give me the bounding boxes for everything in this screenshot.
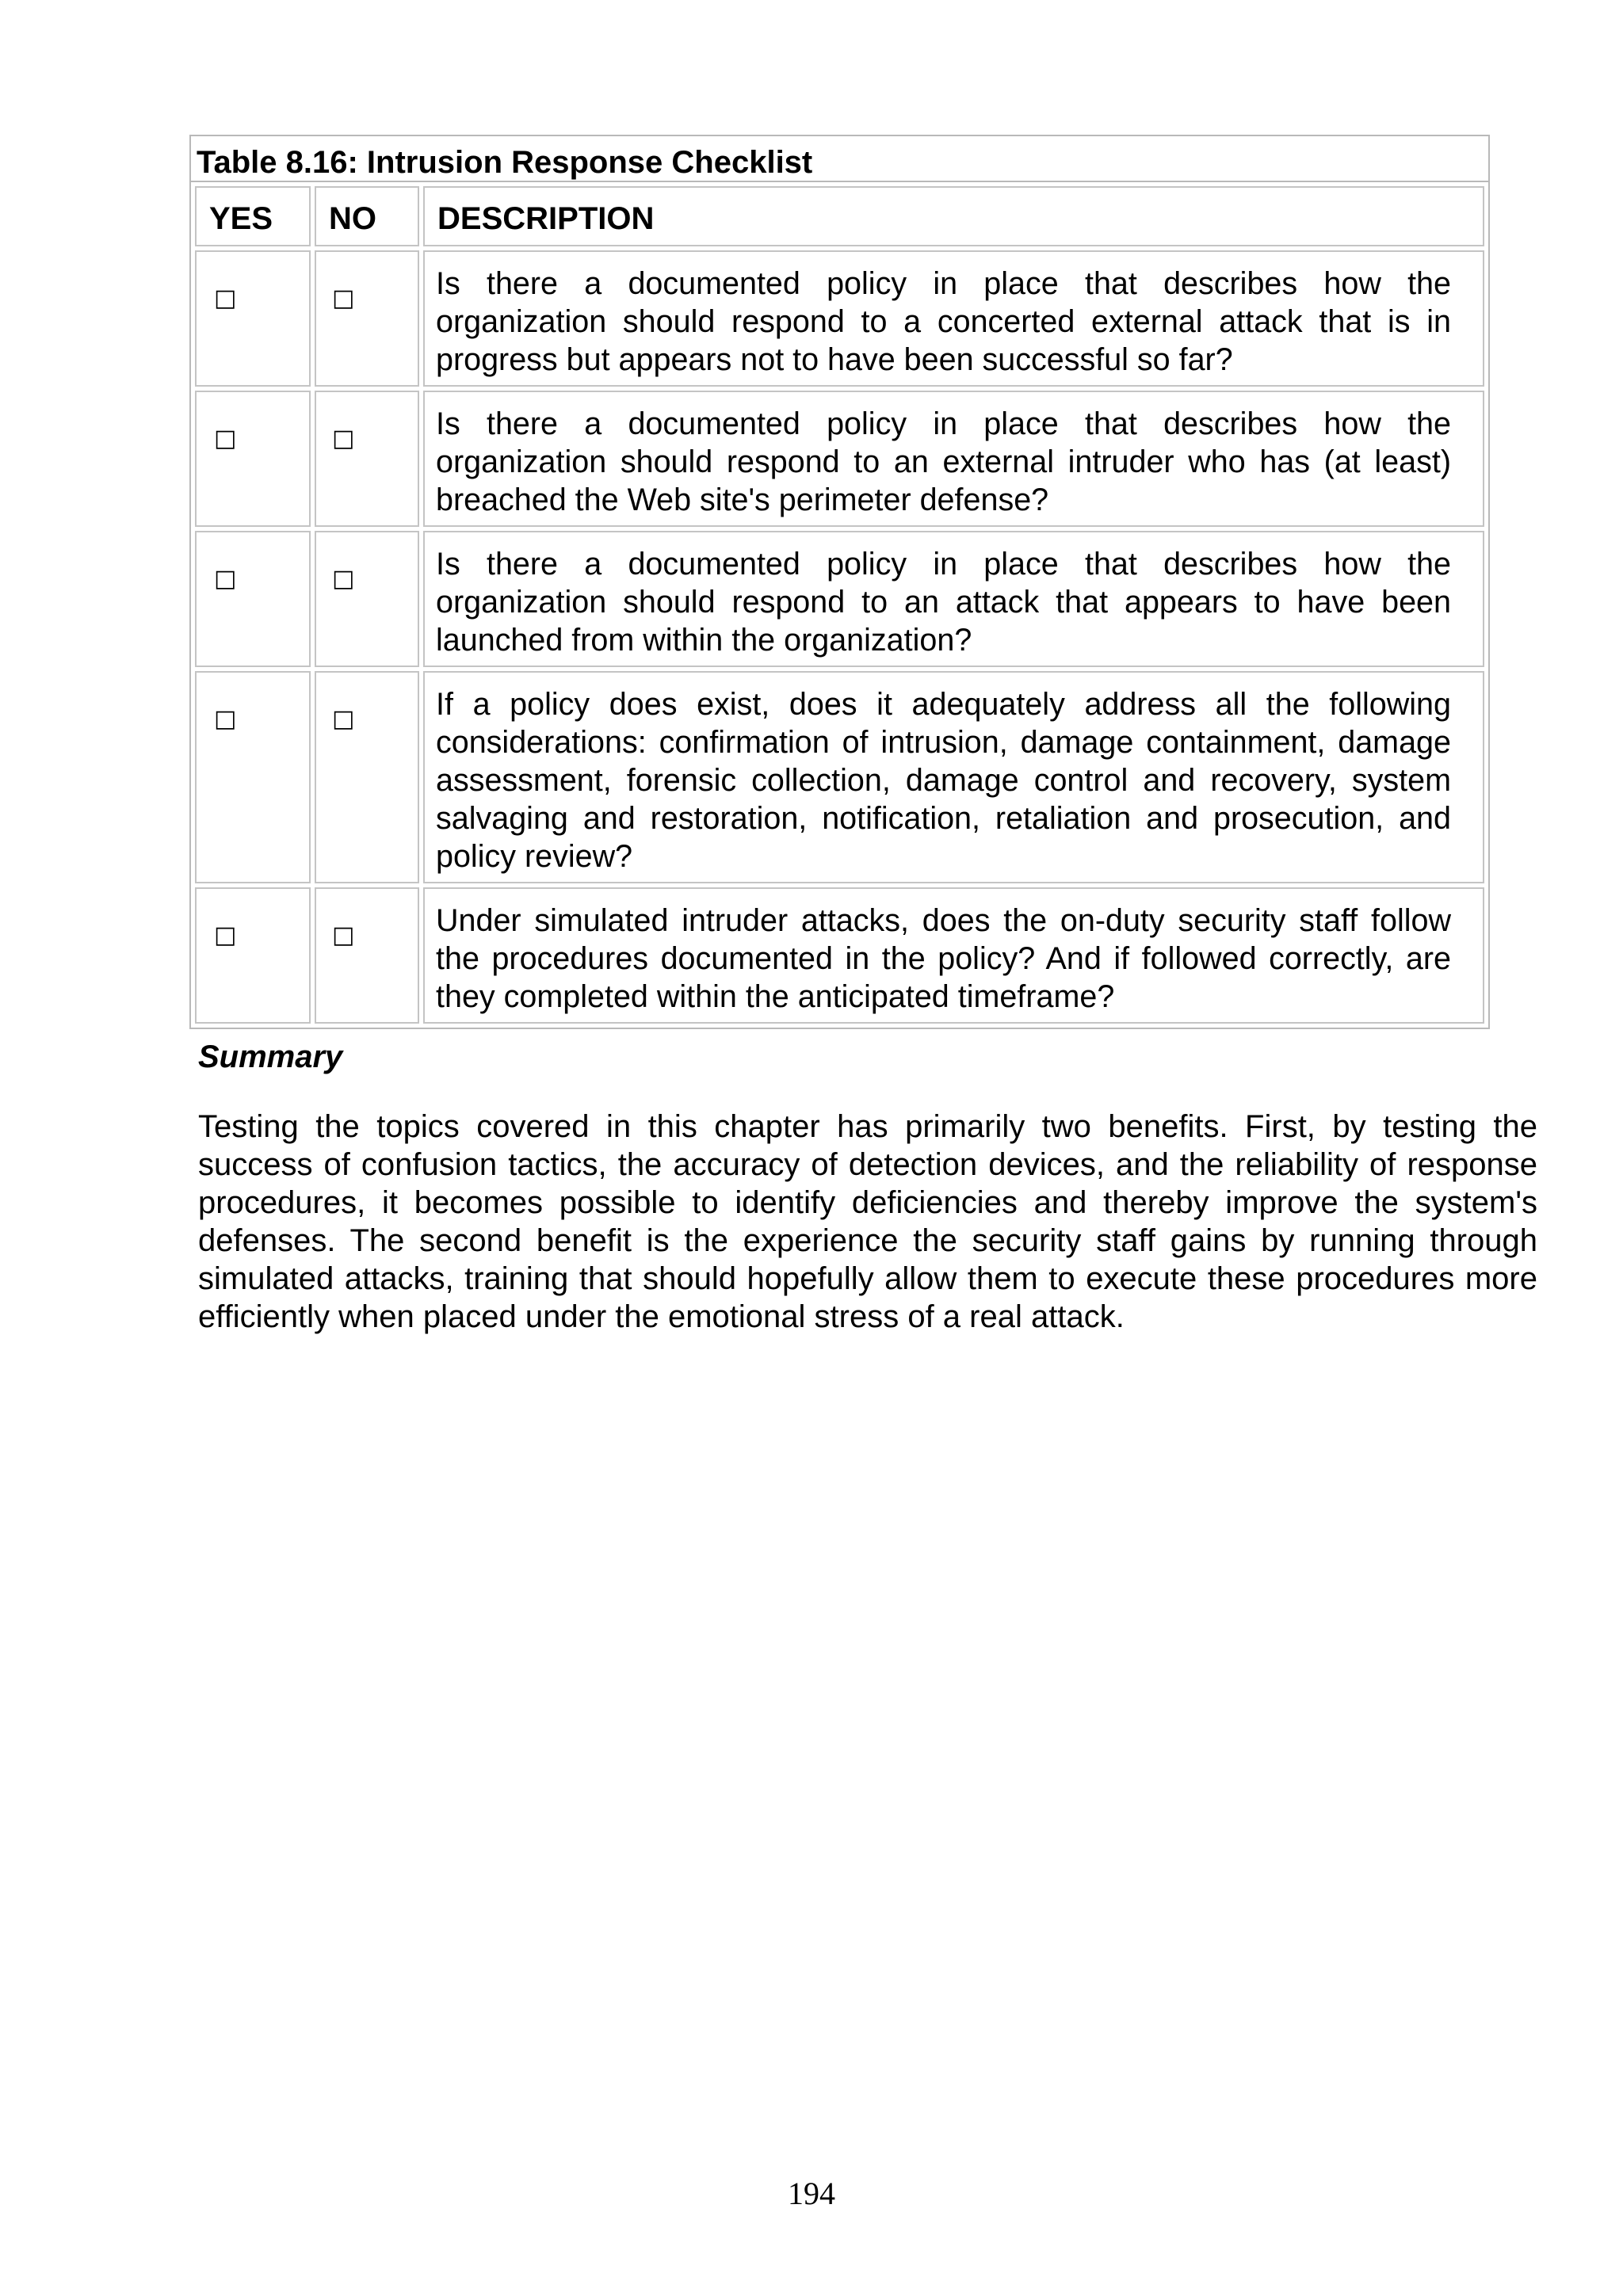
no-checkbox[interactable]: □ [315,887,419,1024]
summary-paragraph: Testing the topics covered in this chapter has primarily two benefits. First, by testing the success of confusion tactics, the accuracy of detection devices, and the reliability of response procedures, it becomes possible to identify deficiencies and thereby improve the system's defenses. The second benefit is the experience the security staff gains by running through simulated attacks, training that should hopefully allow them to execute these procedures more efficiently when placed under the emotional stress of a real attack. [198,1109,1537,1334]
table-header-row [195,186,1484,246]
header-yes: YES [195,186,311,246]
table-row [195,887,1484,1024]
no-checkbox[interactable]: □ [315,531,419,667]
yes-checkbox[interactable]: □ [195,250,311,387]
page-number: 194 [788,2176,835,2211]
yes-checkbox[interactable]: □ [195,531,311,667]
table-row [195,391,1484,527]
no-checkbox[interactable]: □ [315,391,419,527]
header-description: DESCRIPTION [423,186,1484,246]
row-description: Under simulated intruder attacks, does the on-duty security staff follow the procedures documented in the policy? And if followed correctly, are they completed within the anticipated timeframe? [423,887,1484,1024]
table-row [195,250,1484,387]
table-title: Table 8.16: Intrusion Response Checklist [189,135,1490,181]
no-checkbox[interactable]: □ [315,671,419,883]
row-description: Is there a documented policy in place that describes how the organization should respond to an attack that appears to have been launched from within the organization? [423,531,1484,667]
header-no: NO [315,186,419,246]
table-row [195,671,1484,883]
intrusion-response-checklist-table [189,135,1490,1029]
yes-checkbox[interactable]: □ [195,671,311,883]
row-description: Is there a documented policy in place that describes how the organization should respond to an external intruder who has (at least) breached the Web site's perimeter defense? [423,391,1484,527]
yes-checkbox[interactable]: □ [195,391,311,527]
table-row [195,531,1484,667]
row-description: Is there a documented policy in place that describes how the organization should respond to a concerted external attack that is in progress but appears not to have been successful so far? [423,250,1484,387]
summary-heading: Summary [198,1039,343,1074]
no-checkbox[interactable]: □ [315,250,419,387]
row-description: If a policy does exist, does it adequately address all the following considerations: confirmation of intrusion, damage containment, damage assessment, forensic collection, damage control and recovery, system salvaging and restoration, notification, retaliation and prosecution, and policy review? [423,671,1484,883]
yes-checkbox[interactable]: □ [195,887,311,1024]
